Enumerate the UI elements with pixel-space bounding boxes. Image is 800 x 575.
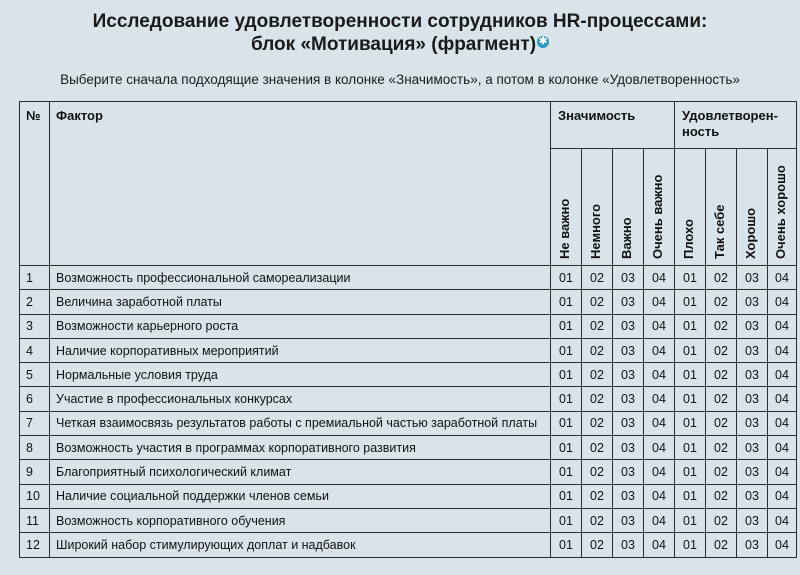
satisfaction-option-cell[interactable]: 02 — [706, 484, 737, 508]
importance-option-cell[interactable]: 02 — [582, 484, 613, 508]
satisfaction-option-cell[interactable]: 01 — [675, 363, 706, 387]
satisfaction-option-cell[interactable]: 02 — [706, 460, 737, 484]
satisfaction-option-cell[interactable]: 04 — [768, 314, 797, 338]
importance-option-cell[interactable]: 02 — [582, 411, 613, 435]
page-title — [0, 10, 800, 56]
header-satisfaction-group: Удовлетворен-ность — [675, 102, 797, 149]
satisfaction-option-cell[interactable]: 04 — [768, 484, 797, 508]
satisfaction-option-cell[interactable]: 03 — [737, 338, 768, 362]
satisfaction-option-cell[interactable]: 04 — [768, 436, 797, 460]
satisfaction-option-cell[interactable]: 04 — [768, 508, 797, 532]
satisfaction-option-cell[interactable]: 03 — [737, 266, 768, 290]
satisfaction-option-cell[interactable]: 01 — [675, 338, 706, 362]
satisfaction-option-cell[interactable]: 03 — [737, 387, 768, 411]
importance-option-cell[interactable]: 02 — [582, 338, 613, 362]
importance-option-cell[interactable]: 03 — [613, 338, 644, 362]
importance-option-cell[interactable]: 04 — [644, 290, 675, 314]
importance-option-cell[interactable]: 01 — [551, 338, 582, 362]
satisfaction-option-cell[interactable]: 03 — [737, 290, 768, 314]
row-factor: Возможность профессиональной самореализации — [50, 266, 551, 290]
header-importance-group: Значимость — [551, 102, 675, 149]
row-number: 4 — [20, 338, 50, 362]
satisfaction-option-cell[interactable]: 04 — [768, 387, 797, 411]
importance-option-cell[interactable]: 03 — [613, 533, 644, 557]
satisfaction-option-cell[interactable]: 02 — [706, 314, 737, 338]
table-row — [20, 533, 797, 557]
satisfaction-option-cell[interactable]: 01 — [675, 290, 706, 314]
table-row — [20, 436, 797, 460]
satisfaction-option-cell[interactable]: 01 — [675, 533, 706, 557]
survey-table — [19, 101, 797, 558]
header-satisfaction-level — [737, 149, 768, 266]
table-row — [20, 411, 797, 435]
row-factor: Участие в профессиональных конкурсах — [50, 387, 551, 411]
satisfaction-option-cell[interactable]: 03 — [737, 508, 768, 532]
header-satisfaction-level — [768, 149, 797, 266]
importance-option-cell[interactable]: 03 — [613, 363, 644, 387]
importance-option-cell[interactable]: 03 — [613, 411, 644, 435]
row-factor: Нормальные условия труда — [50, 363, 551, 387]
table-row — [20, 290, 797, 314]
satisfaction-option-cell[interactable]: 01 — [675, 314, 706, 338]
row-factor: Возможность участия в программах корпоративного развития — [50, 436, 551, 460]
satisfaction-option-cell[interactable]: 03 — [737, 484, 768, 508]
row-factor: Благоприятный психологический климат — [50, 460, 551, 484]
importance-option-cell[interactable]: 03 — [613, 436, 644, 460]
satisfaction-option-cell[interactable]: 02 — [706, 411, 737, 435]
title-line-1: Исследование удовлетворенности сотрудников HR-процессами: — [92, 11, 708, 32]
importance-option-cell[interactable]: 01 — [551, 436, 582, 460]
row-factor: Широкий набор стимулирующих доплат и надбавок — [50, 533, 551, 557]
header-importance-level — [644, 149, 675, 266]
importance-option-cell[interactable]: 02 — [582, 436, 613, 460]
satisfaction-option-cell[interactable]: 01 — [675, 411, 706, 435]
row-number: 1 — [20, 266, 50, 290]
satisfaction-option-cell[interactable]: 03 — [737, 411, 768, 435]
table-row — [20, 266, 797, 290]
importance-option-cell[interactable]: 04 — [644, 436, 675, 460]
row-number: 9 — [20, 460, 50, 484]
importance-option-cell[interactable]: 04 — [644, 363, 675, 387]
importance-option-cell[interactable]: 03 — [613, 460, 644, 484]
row-number: 2 — [20, 290, 50, 314]
satisfaction-option-cell[interactable]: 02 — [706, 387, 737, 411]
importance-option-cell[interactable]: 02 — [582, 314, 613, 338]
importance-option-cell[interactable]: 03 — [613, 314, 644, 338]
row-factor: Возможность корпоративного обучения — [50, 508, 551, 532]
satisfaction-option-cell[interactable]: 02 — [706, 363, 737, 387]
header-number: № — [20, 102, 50, 266]
importance-option-cell[interactable]: 04 — [644, 387, 675, 411]
instruction-text: Выберите сначала подходящие значения в колонке «Значимость», а потом в колонке «Удовлетворенность» — [60, 72, 740, 87]
table-row — [20, 314, 797, 338]
header-importance-level — [613, 149, 644, 266]
importance-option-cell[interactable]: 01 — [551, 266, 582, 290]
satisfaction-option-cell[interactable]: 01 — [675, 460, 706, 484]
header-importance-level-label: Очень важно — [650, 174, 665, 259]
header-satisfaction-level-label: Очень хорошо — [773, 165, 788, 259]
importance-option-cell[interactable]: 02 — [582, 266, 613, 290]
header-satisfaction-level-label: Так себе — [712, 204, 727, 259]
header-satisfaction-level-label: Плохо — [681, 219, 696, 259]
row-factor: Наличие корпоративных мероприятий — [50, 338, 551, 362]
importance-option-cell[interactable]: 01 — [551, 411, 582, 435]
importance-option-cell[interactable]: 04 — [644, 508, 675, 532]
row-number: 11 — [20, 508, 50, 532]
header-importance-level — [582, 149, 613, 266]
title-line-2 — [0, 33, 800, 56]
importance-option-cell[interactable]: 02 — [582, 508, 613, 532]
satisfaction-option-cell[interactable]: 03 — [737, 314, 768, 338]
importance-option-cell[interactable]: 04 — [644, 411, 675, 435]
importance-option-cell[interactable]: 02 — [582, 533, 613, 557]
importance-option-cell[interactable]: 03 — [613, 266, 644, 290]
row-number: 5 — [20, 363, 50, 387]
satisfaction-option-cell[interactable]: 03 — [737, 363, 768, 387]
row-factor: Возможности карьерного роста — [50, 314, 551, 338]
header-factor: Фактор — [50, 102, 551, 266]
satisfaction-option-cell[interactable]: 01 — [675, 266, 706, 290]
importance-option-cell[interactable]: 01 — [551, 290, 582, 314]
importance-option-cell[interactable]: 01 — [551, 363, 582, 387]
row-number: 6 — [20, 387, 50, 411]
satisfaction-option-cell[interactable]: 02 — [706, 290, 737, 314]
header-satisfaction-level — [675, 149, 706, 266]
table-row — [20, 387, 797, 411]
row-number: 12 — [20, 533, 50, 557]
row-factor: Четкая взаимосвязь результатов работы с премиальной частью заработной платы — [50, 411, 551, 435]
satisfaction-option-cell[interactable]: 04 — [768, 363, 797, 387]
header-satisfaction-level — [706, 149, 737, 266]
importance-option-cell[interactable]: 01 — [551, 387, 582, 411]
importance-option-cell[interactable]: 03 — [613, 484, 644, 508]
satisfaction-option-cell[interactable]: 02 — [706, 266, 737, 290]
satisfaction-option-cell[interactable]: 03 — [737, 533, 768, 557]
importance-option-cell[interactable]: 03 — [613, 508, 644, 532]
satisfaction-option-cell[interactable]: 04 — [768, 290, 797, 314]
importance-option-cell[interactable]: 01 — [551, 508, 582, 532]
importance-option-cell[interactable]: 04 — [644, 533, 675, 557]
header-importance-level — [551, 149, 582, 266]
importance-option-cell[interactable]: 04 — [644, 266, 675, 290]
table-row — [20, 508, 797, 532]
importance-option-cell[interactable]: 03 — [613, 387, 644, 411]
importance-option-cell[interactable]: 04 — [644, 338, 675, 362]
table-row — [20, 460, 797, 484]
row-factor: Величина заработной платы — [50, 290, 551, 314]
satisfaction-option-cell[interactable]: 02 — [706, 436, 737, 460]
importance-option-cell[interactable]: 02 — [582, 387, 613, 411]
survey-table-body — [20, 266, 797, 558]
importance-option-cell[interactable]: 04 — [644, 484, 675, 508]
satisfaction-option-cell[interactable]: 03 — [737, 460, 768, 484]
importance-option-cell[interactable]: 01 — [551, 533, 582, 557]
satisfaction-option-cell[interactable]: 04 — [768, 411, 797, 435]
satisfaction-option-cell[interactable]: 01 — [675, 508, 706, 532]
header-importance-level-label: Не важно — [557, 198, 572, 259]
header-importance-level-label: Важно — [619, 217, 634, 259]
satisfaction-option-cell[interactable]: 01 — [675, 387, 706, 411]
importance-option-cell[interactable]: 04 — [644, 314, 675, 338]
importance-option-cell[interactable]: 04 — [644, 460, 675, 484]
header-importance-level-label: Немного — [588, 203, 603, 259]
row-number: 7 — [20, 411, 50, 435]
satisfaction-option-cell[interactable]: 01 — [675, 484, 706, 508]
asterisk-note-icon: ✱ — [538, 36, 548, 47]
importance-option-cell[interactable]: 01 — [551, 314, 582, 338]
importance-option-cell[interactable]: 02 — [582, 460, 613, 484]
satisfaction-option-cell[interactable]: 03 — [737, 436, 768, 460]
importance-option-cell[interactable]: 01 — [551, 460, 582, 484]
header-satisfaction-level-label: Хорошо — [743, 207, 758, 259]
row-number: 10 — [20, 484, 50, 508]
satisfaction-option-cell[interactable]: 02 — [706, 338, 737, 362]
row-number: 3 — [20, 314, 50, 338]
satisfaction-option-cell[interactable]: 04 — [768, 533, 797, 557]
importance-option-cell[interactable]: 03 — [613, 290, 644, 314]
satisfaction-option-cell[interactable]: 01 — [675, 436, 706, 460]
satisfaction-option-cell[interactable]: 02 — [706, 533, 737, 557]
satisfaction-option-cell[interactable]: 02 — [706, 508, 737, 532]
title-line-2-text: блок «Мотивация» (фрагмент) — [250, 34, 537, 55]
importance-option-cell[interactable]: 02 — [582, 290, 613, 314]
satisfaction-option-cell[interactable]: 04 — [768, 338, 797, 362]
table-row — [20, 363, 797, 387]
row-number: 8 — [20, 436, 50, 460]
satisfaction-option-cell[interactable]: 04 — [768, 266, 797, 290]
row-factor: Наличие социальной поддержки членов семьи — [50, 484, 551, 508]
table-row — [20, 484, 797, 508]
importance-option-cell[interactable]: 01 — [551, 484, 582, 508]
table-row — [20, 338, 797, 362]
importance-option-cell[interactable]: 02 — [582, 363, 613, 387]
satisfaction-option-cell[interactable]: 04 — [768, 460, 797, 484]
